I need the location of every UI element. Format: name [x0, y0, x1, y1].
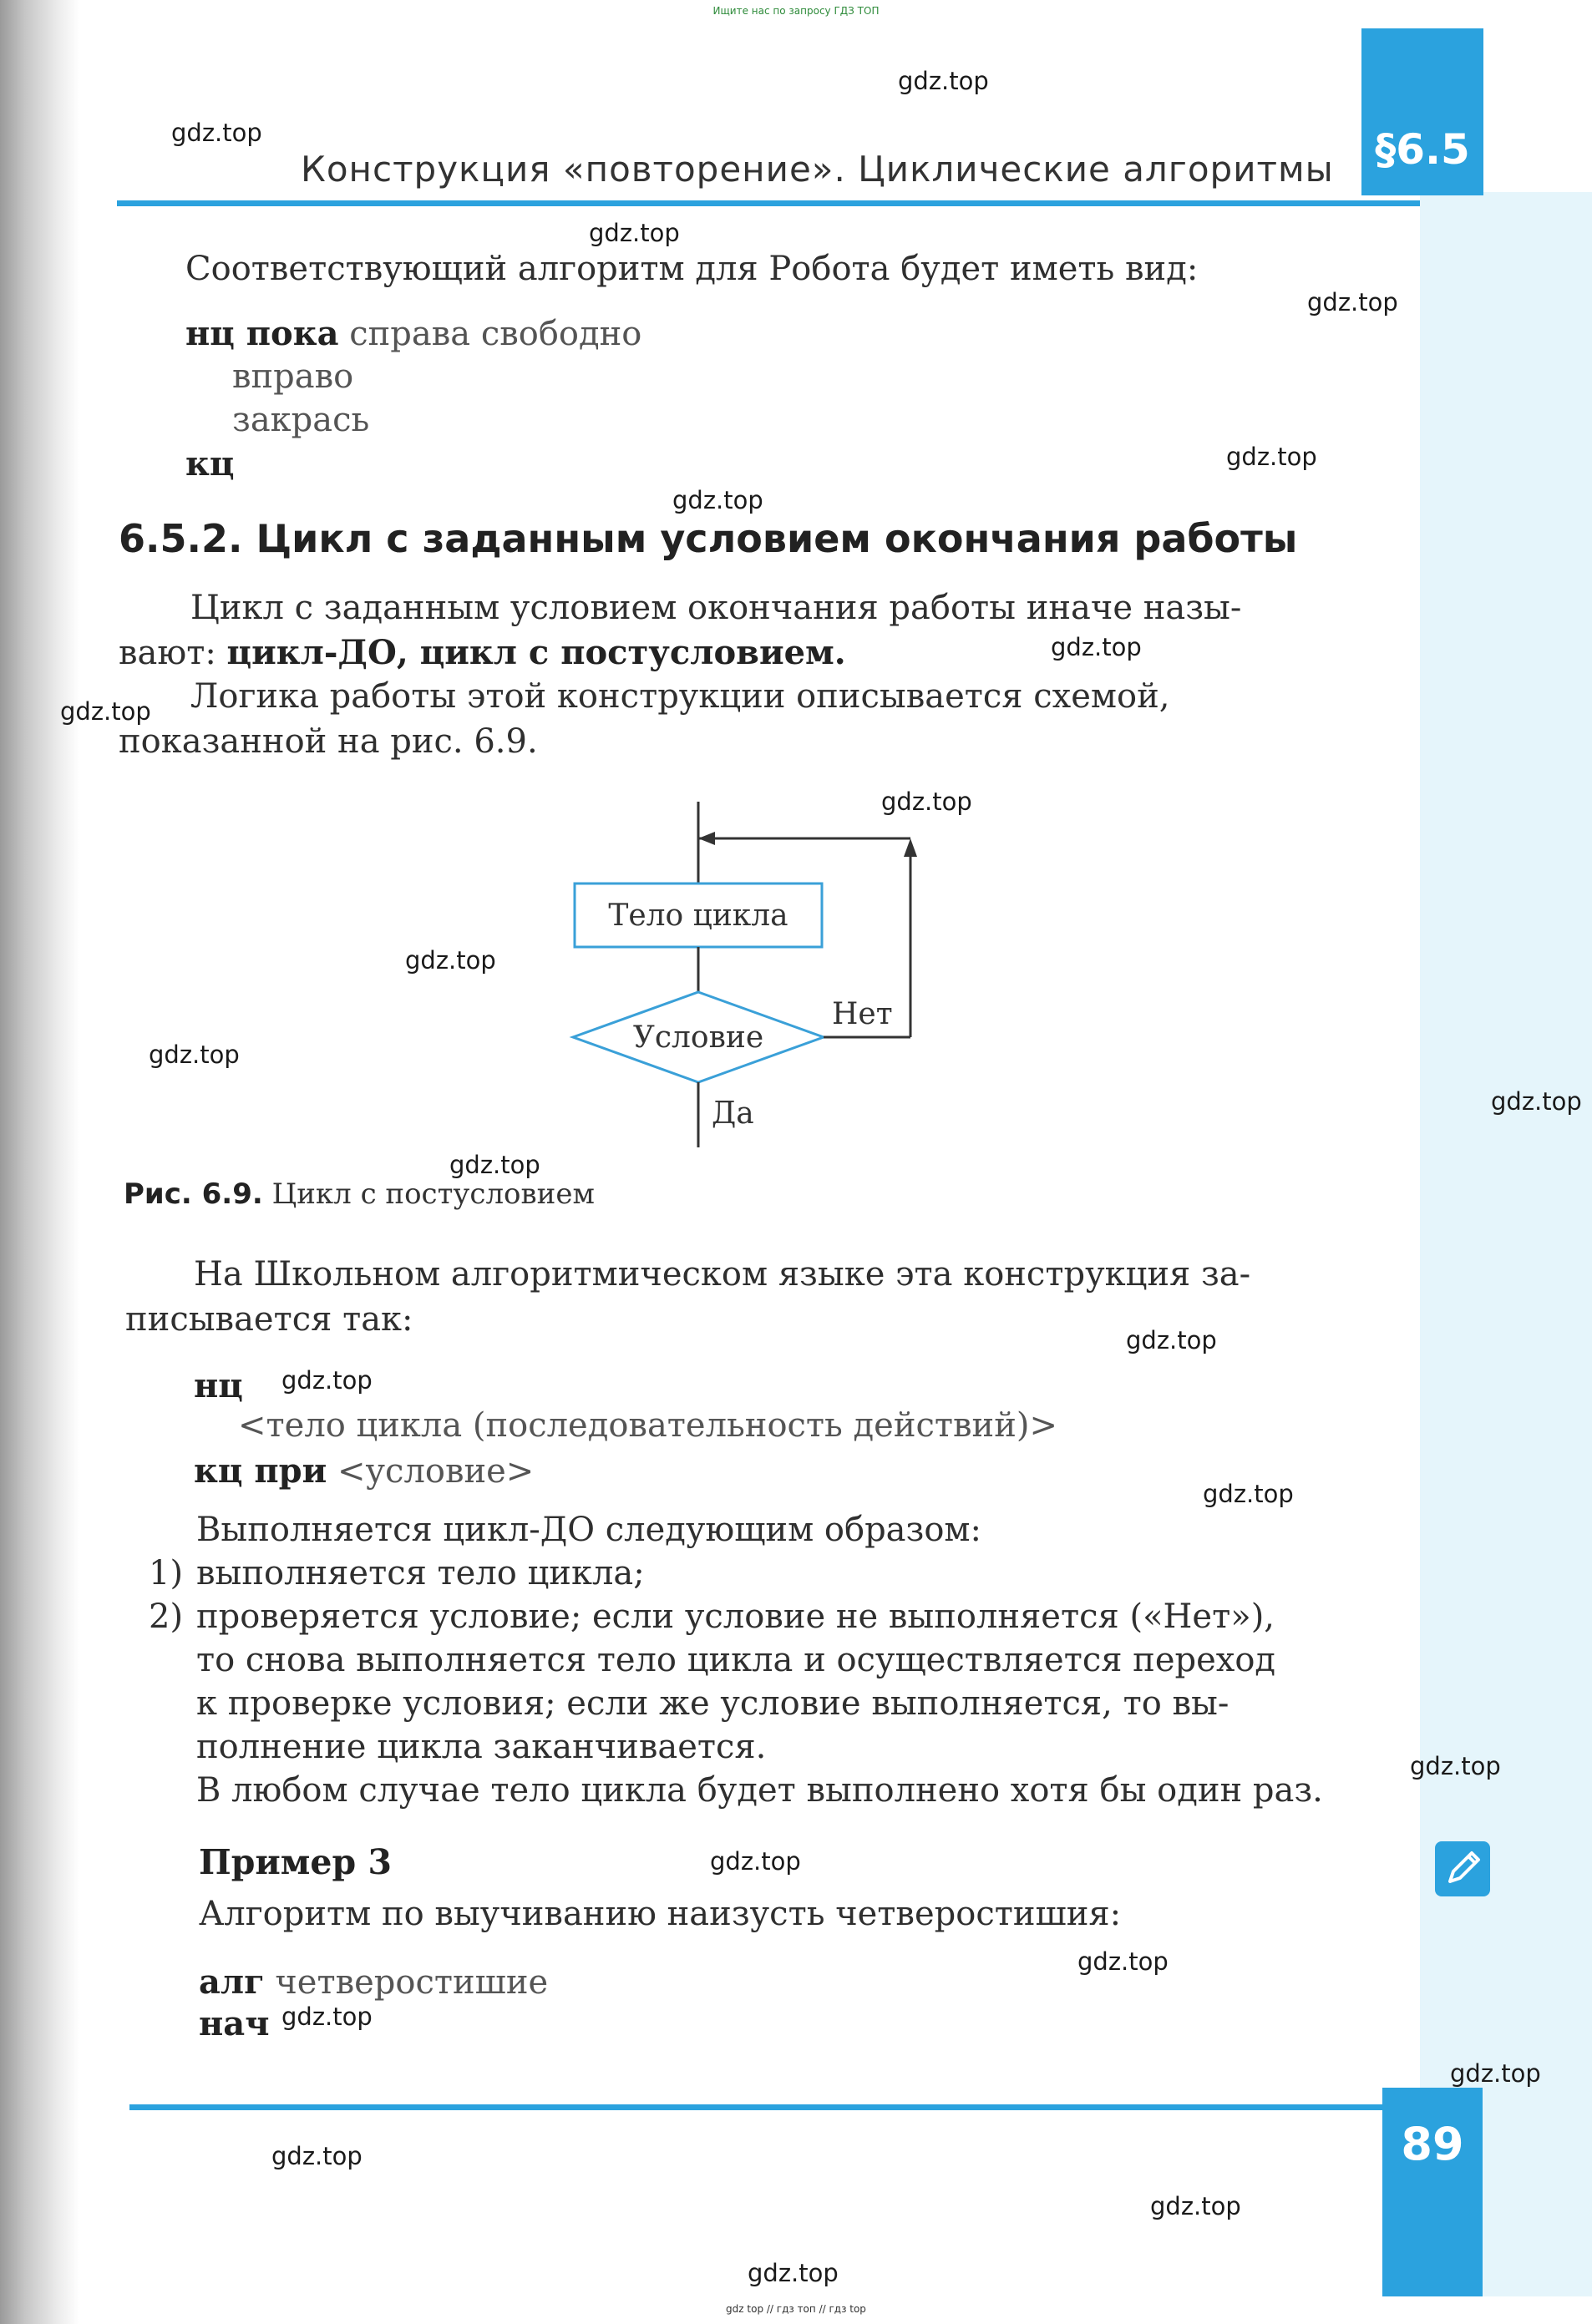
code3-line1: [199, 1962, 548, 2002]
para1-line2: [119, 631, 846, 675]
watermark: gdz.top: [710, 1847, 801, 1876]
figure-caption: [124, 1177, 595, 1211]
footer-rule: [129, 2104, 1420, 2110]
diagram-arrowhead-up: [904, 838, 917, 857]
para1-plain: вают:: [119, 634, 216, 672]
summary-text: В любом случае тело цикла будет выполнено хотя бы один раз.: [196, 1771, 1323, 1810]
code1-line4: [185, 444, 234, 484]
step-2-line1: проверяется условие; если условие не выполняется («Нет»),: [196, 1597, 1275, 1636]
code3-line2: [199, 2004, 269, 2043]
para1-bold-term: цикл-ДО, цикл с постусловием.: [226, 633, 846, 672]
figure-title: Цикл с постусловием: [271, 1177, 595, 1211]
watermark: gdz.top: [881, 787, 972, 816]
watermark: gdz.top: [589, 219, 680, 247]
code-keyword: нач: [199, 2004, 270, 2043]
figure-label: Рис. 6.9.: [124, 1177, 263, 1211]
watermark: gdz.top: [1051, 633, 1142, 661]
section-heading: 6.5.2. Цикл с заданным условием окончания работы: [119, 516, 1298, 561]
watermark: gdz.top: [281, 2002, 373, 2031]
postcondition-loop-diagram: [551, 802, 952, 1152]
diagram-no-label: Нет: [832, 997, 893, 1031]
watermark: gdz.top: [1203, 1480, 1294, 1508]
diagram-yes-label: Да: [712, 1096, 754, 1131]
bottom-note: gdz top // гдз топ // гдз top: [726, 2303, 866, 2315]
code2-line2: <тело цикла (последовательность действий)>: [238, 1406, 1057, 1445]
code1-line3: закрась: [232, 401, 370, 439]
top-note: Ищите нас по запросу ГДЗ ТОП: [712, 5, 880, 17]
para1-line1: Цикл с заданным условием окончания работы иначе назы-: [190, 589, 1242, 627]
diagram-condition-label: Условие: [632, 1020, 764, 1055]
step-2-line4: полнение цикла заканчивается.: [196, 1728, 767, 1766]
intro-text: Соответствующий алгоритм для Робота будет иметь вид:: [185, 250, 1199, 288]
pencil-icon: [1435, 1841, 1490, 1896]
code-text: <условие>: [337, 1452, 535, 1491]
header-rule: [117, 200, 1420, 206]
step-1-number: 1): [149, 1554, 184, 1592]
exec-intro: Выполняется цикл-ДО следующим образом:: [196, 1511, 982, 1549]
watermark: gdz.top: [281, 1366, 373, 1395]
watermark: gdz.top: [748, 2259, 839, 2287]
code-keyword: кц при: [194, 1451, 327, 1491]
watermark: gdz.top: [149, 1040, 240, 1069]
watermark: gdz.top: [1126, 1326, 1217, 1354]
para2-line1: Логика работы этой конструкции описывается схемой,: [190, 677, 1170, 716]
watermark: gdz.top: [60, 697, 151, 726]
diagram-arrowhead-left: [698, 832, 715, 845]
code-keyword: алг: [199, 1962, 265, 2002]
para3-line2: писывается так:: [125, 1300, 413, 1339]
code-keyword: нц пока: [185, 314, 339, 353]
watermark: gdz.top: [449, 1151, 540, 1179]
para2-line2: показанной на рис. 6.9.: [119, 722, 538, 761]
code-keyword: кц: [185, 444, 235, 484]
section-label: §6.5: [1375, 125, 1470, 174]
watermark: gdz.top: [171, 119, 262, 147]
watermark: gdz.top: [405, 946, 496, 975]
watermark: gdz.top: [1450, 2059, 1541, 2088]
watermark: gdz.top: [271, 2142, 363, 2170]
watermark: gdz.top: [1226, 443, 1317, 471]
step-2-number: 2): [149, 1597, 184, 1636]
step-2-line2: то снова выполняется тело цикла и осуществляется переход: [196, 1641, 1276, 1679]
running-head: Конструкция «повторение». Циклические алгоритмы: [301, 149, 1334, 190]
code-text: справа свободно: [349, 315, 642, 353]
para3-line1: На Школьном алгоритмическом языке эта конструкция за-: [194, 1255, 1251, 1294]
example-text: Алгоритм по выучиванию наизусть четверостишия:: [199, 1895, 1122, 1933]
code1-line2: вправо: [232, 357, 354, 396]
watermark: gdz.top: [1150, 2192, 1241, 2220]
watermark: gdz.top: [898, 67, 989, 95]
watermark: gdz.top: [1410, 1752, 1501, 1780]
code-text: четверостишие: [275, 1963, 549, 2002]
page-number: 89: [1401, 2118, 1464, 2170]
code2-line3: [194, 1451, 534, 1491]
diagram-body-label: Тело цикла: [608, 899, 788, 933]
watermark: gdz.top: [1491, 1087, 1582, 1116]
watermark: gdz.top: [672, 486, 763, 514]
code2-line1: [194, 1366, 243, 1405]
code-keyword: нц: [194, 1366, 243, 1405]
pencil-icon-glyph: [1435, 1841, 1490, 1896]
side-band: [1420, 192, 1592, 2296]
code1-line1: [185, 314, 641, 353]
watermark: gdz.top: [1077, 1947, 1169, 1976]
example-title: Пример 3: [199, 1842, 392, 1882]
step-2-line3: к проверке условия; если же условие выполняется, то вы-: [196, 1684, 1229, 1723]
step-1-line: выполняется тело цикла;: [196, 1554, 645, 1592]
watermark: gdz.top: [1307, 288, 1398, 316]
page-gutter-shadow: [0, 0, 79, 2324]
